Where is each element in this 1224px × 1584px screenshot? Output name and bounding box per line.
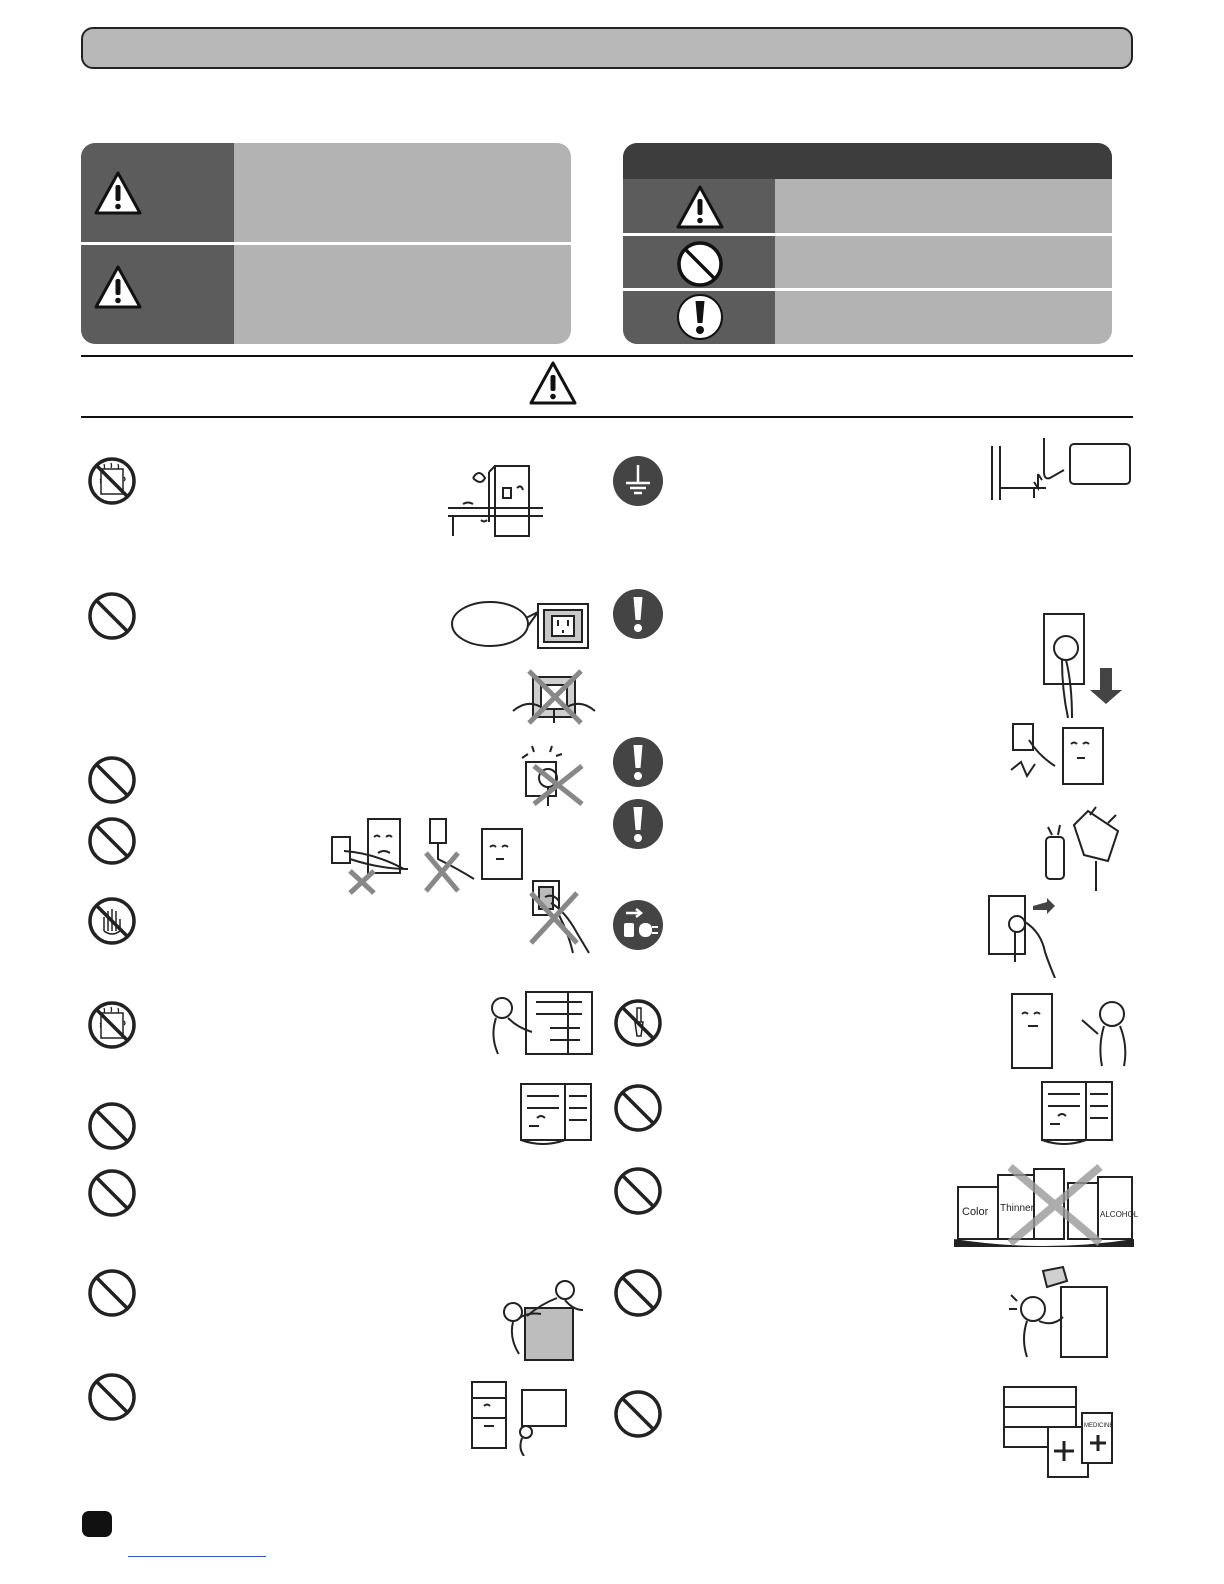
page-number-badge	[82, 1511, 112, 1537]
symbol-row-attention	[623, 179, 1112, 233]
symbol-row-prohibited	[623, 236, 1112, 288]
clean-plug-illustration	[1034, 805, 1134, 895]
medicine-storage-illustration	[1000, 1383, 1115, 1481]
prohibition-icon	[87, 816, 137, 866]
pull-plug-down-illustration	[1040, 610, 1124, 722]
section-rule-bottom	[81, 416, 1133, 418]
no-disassembly-icon	[613, 998, 663, 1048]
ground-earth-icon	[612, 455, 664, 507]
wet-hand-plug-illustration	[523, 875, 599, 955]
mandatory-action-icon	[612, 798, 664, 850]
section-title-bar	[81, 27, 1133, 69]
prohibition-icon	[87, 591, 137, 641]
symbol-row-mandatory	[623, 291, 1112, 344]
prohibition-icon	[87, 755, 137, 805]
no-water-splash-icon	[86, 999, 138, 1051]
warning-triangle-icon	[528, 360, 578, 406]
no-water-splash-icon	[86, 455, 138, 507]
prohibition-icon	[87, 1372, 137, 1422]
open-fridge-illustration	[1036, 1078, 1116, 1152]
overloaded-outlet-illustration	[511, 667, 596, 725]
unplug-icon	[612, 899, 664, 951]
no-disassembly-illustration	[1008, 990, 1133, 1072]
ground-wire-illustration	[978, 432, 1133, 506]
mandatory-action-icon	[612, 588, 664, 640]
signal-word-table	[81, 143, 571, 344]
damaged-plug-illustration	[510, 740, 586, 806]
warning-triangle-icon	[93, 264, 143, 310]
signal-row-warning	[81, 143, 571, 242]
children-climbing-illustration	[495, 1278, 590, 1363]
open-fridge-illustration	[515, 1080, 595, 1152]
prohibition-icon	[87, 1168, 137, 1218]
fridge-and-tv-illustration	[468, 1378, 568, 1456]
symbol-table	[623, 143, 1112, 344]
unplug-by-hand-illustration	[985, 892, 1065, 978]
outlet-speech-bubble-illustration	[450, 598, 595, 654]
prohibition-icon	[87, 1268, 137, 1318]
flammable-substances-illustration	[950, 1163, 1138, 1249]
water-splash-illustration	[443, 458, 548, 542]
medicine-bottle-label: MEDICINE	[1084, 1423, 1114, 1429]
cord-damage-illustration	[330, 815, 525, 895]
mandatory-action-icon	[612, 736, 664, 788]
alcohol-bottle-label: ALCOHOL	[1100, 1210, 1138, 1219]
thinner-can-label: Thinner	[1000, 1203, 1034, 1214]
prohibition-icon	[613, 1166, 663, 1216]
section-rule-top	[81, 355, 1133, 357]
plug-shock-illustration	[1005, 720, 1105, 790]
paint-can-label: Color	[962, 1206, 989, 1218]
symbol-table-header	[623, 143, 1112, 179]
warning-triangle-icon	[675, 184, 725, 230]
prohibition-icon	[613, 1389, 663, 1439]
footer-link[interactable]	[128, 1556, 266, 1557]
prohibition-icon	[87, 1101, 137, 1151]
prohibition-icon	[613, 1268, 663, 1318]
signal-row-caution	[81, 245, 571, 344]
mandatory-action-icon	[676, 293, 724, 341]
prohibition-icon	[613, 1083, 663, 1133]
warning-triangle-icon	[93, 170, 143, 216]
no-wet-hands-icon	[86, 895, 138, 947]
prohibition-icon	[676, 240, 724, 288]
falling-box-illustration	[1005, 1265, 1113, 1360]
child-open-fridge-illustration	[480, 988, 595, 1064]
